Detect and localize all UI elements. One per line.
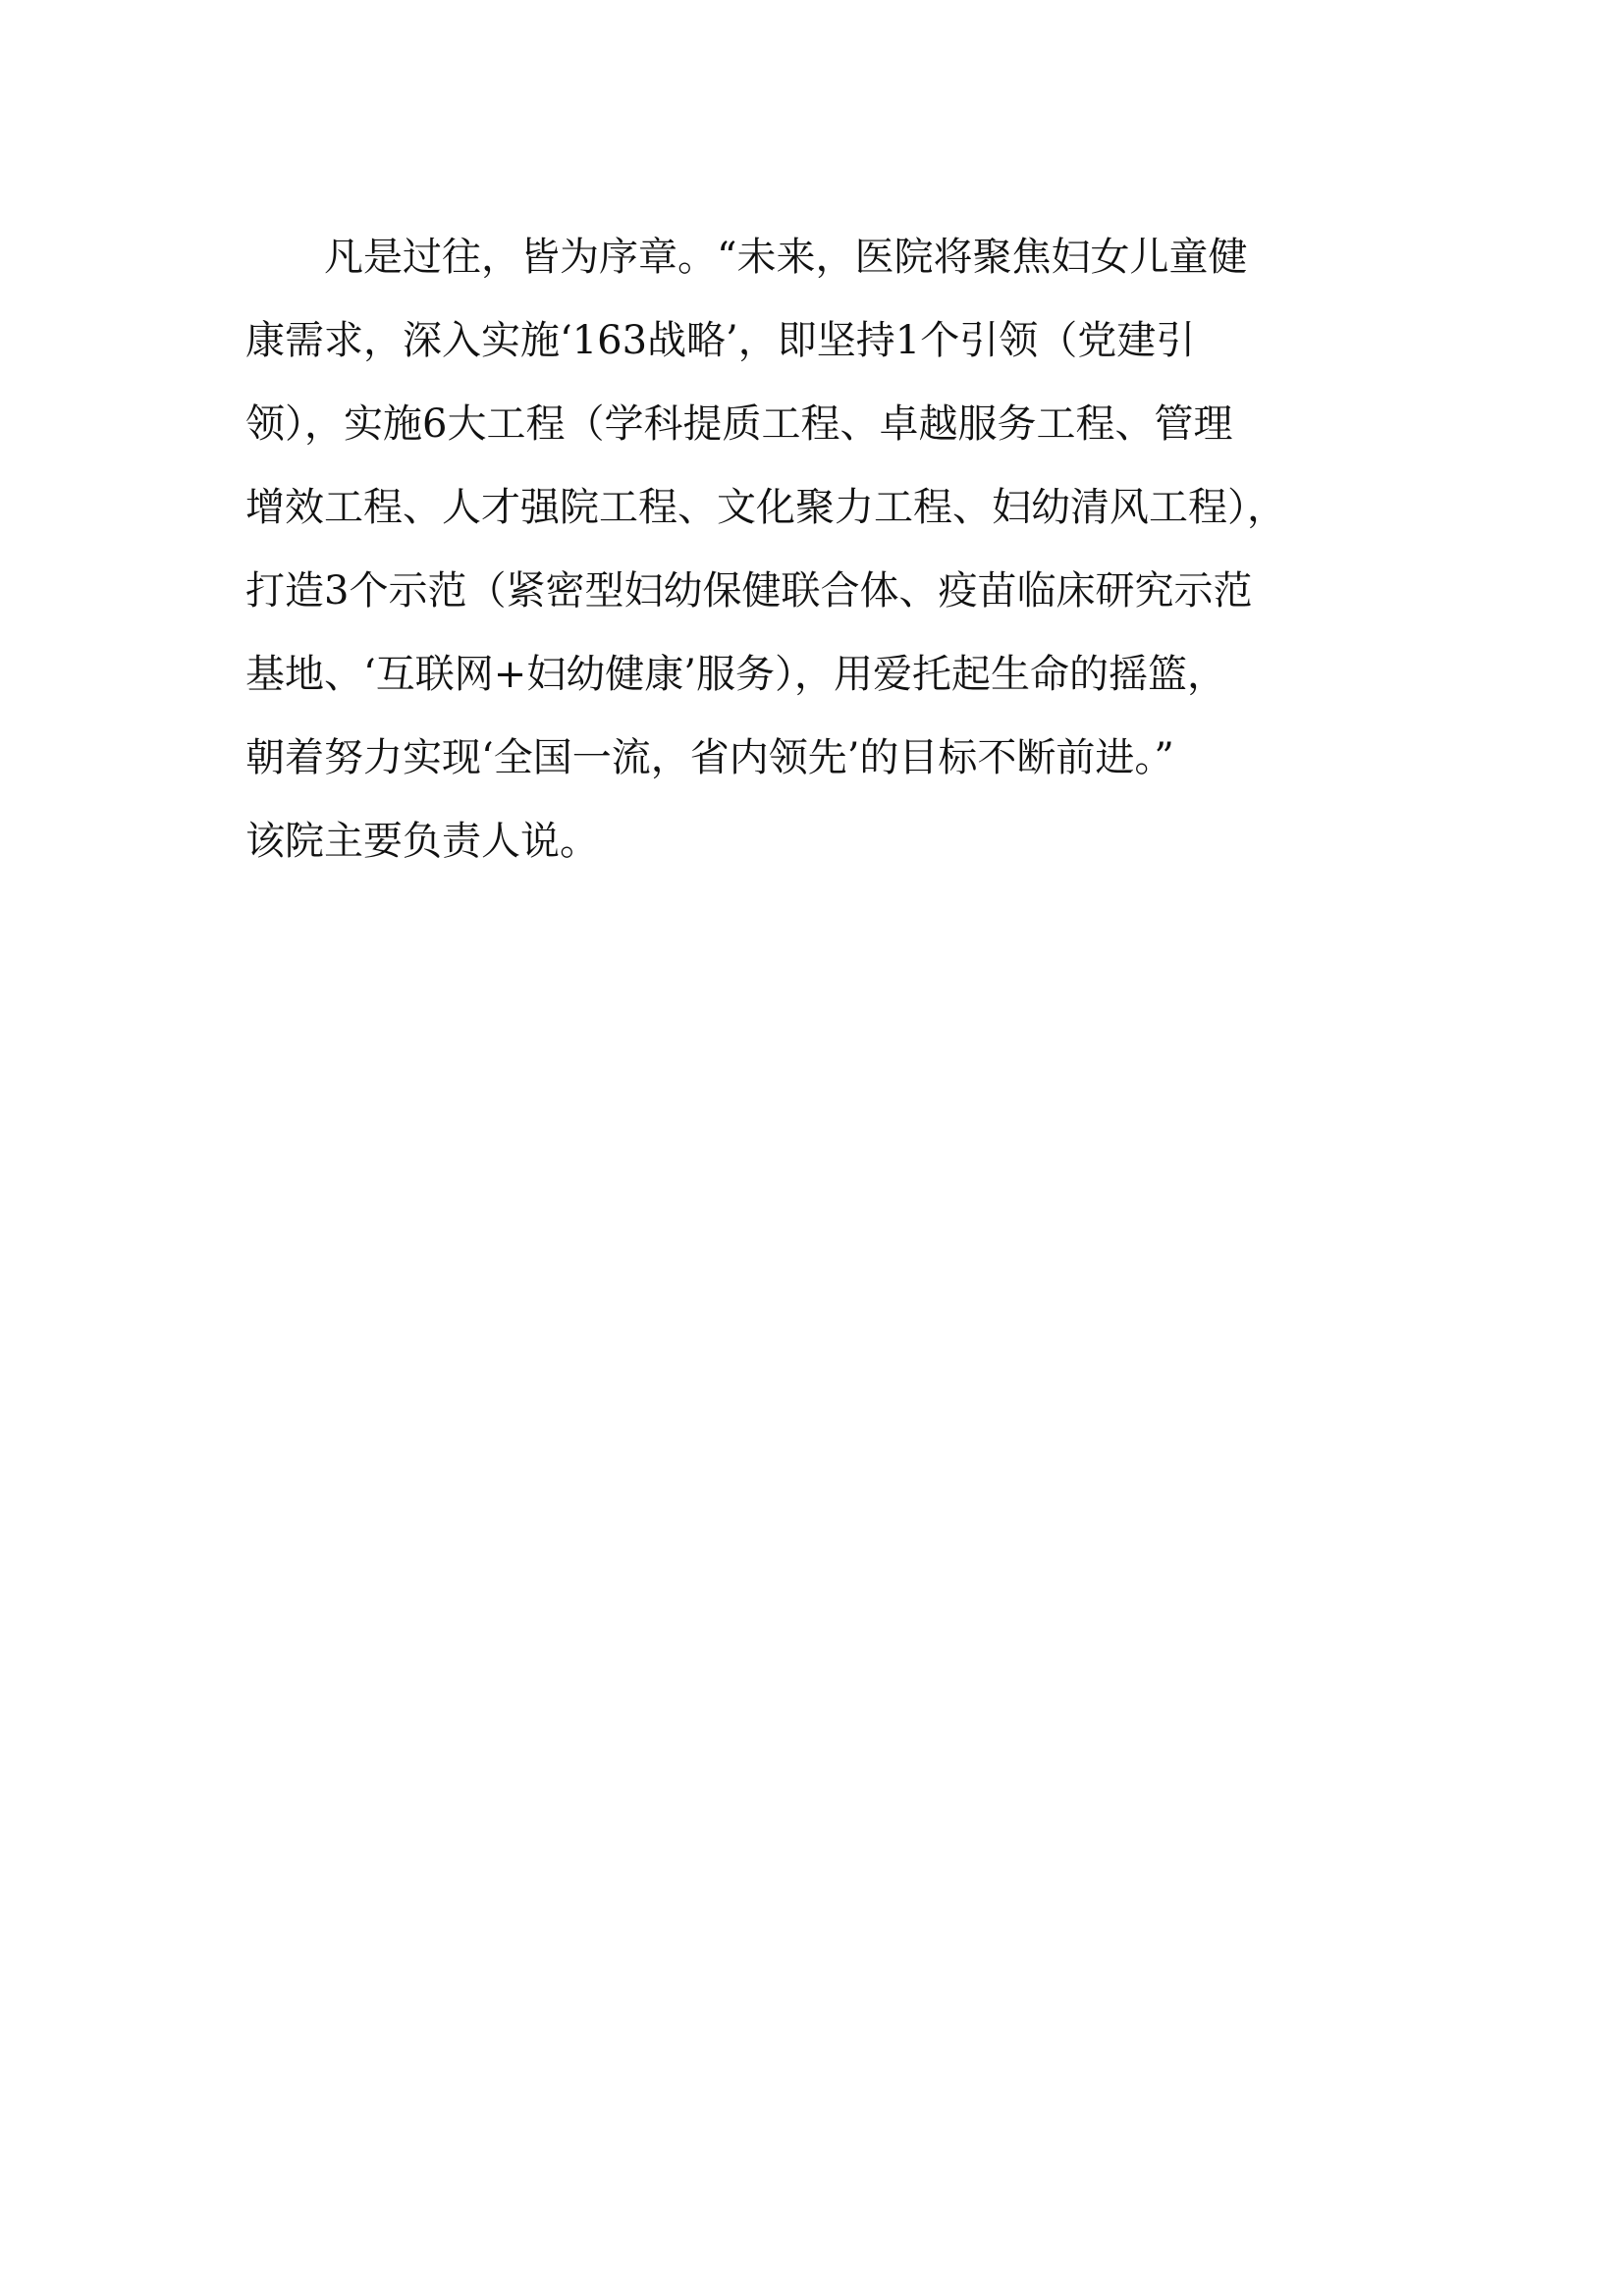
body-paragraph [245, 216, 1384, 883]
paragraph-line-8: 该院主要负责人说。 [245, 819, 599, 864]
paragraph-line-3: 领），实施6大工程（学科提质工程、卓越服务工程、管理 [245, 401, 1233, 447]
paragraph-line-7: 朝着努力实现‘全国一流，省内领先’的目标不断前进。” [245, 735, 1174, 780]
paragraph-line-6: 基地、‘互联网+妇幼健康’服务），用爱托起生命的摇篮， [245, 652, 1226, 697]
paragraph-line-1: 凡是过往，皆为序章。“未来，医院将聚焦妇女儿童健 [324, 235, 1248, 280]
paragraph-line-4: 增效工程、人才强院工程、文化聚力工程、妇幼清风工程）， [245, 485, 1286, 530]
paragraph-line-5: 打造3个示范（紧密型妇幼保健联合体、疫苗临床研究示范 [245, 568, 1253, 614]
paragraph-line-2: 康需求，深入实施‘163战略’，即坚持1个引领（党建引 [245, 318, 1196, 363]
